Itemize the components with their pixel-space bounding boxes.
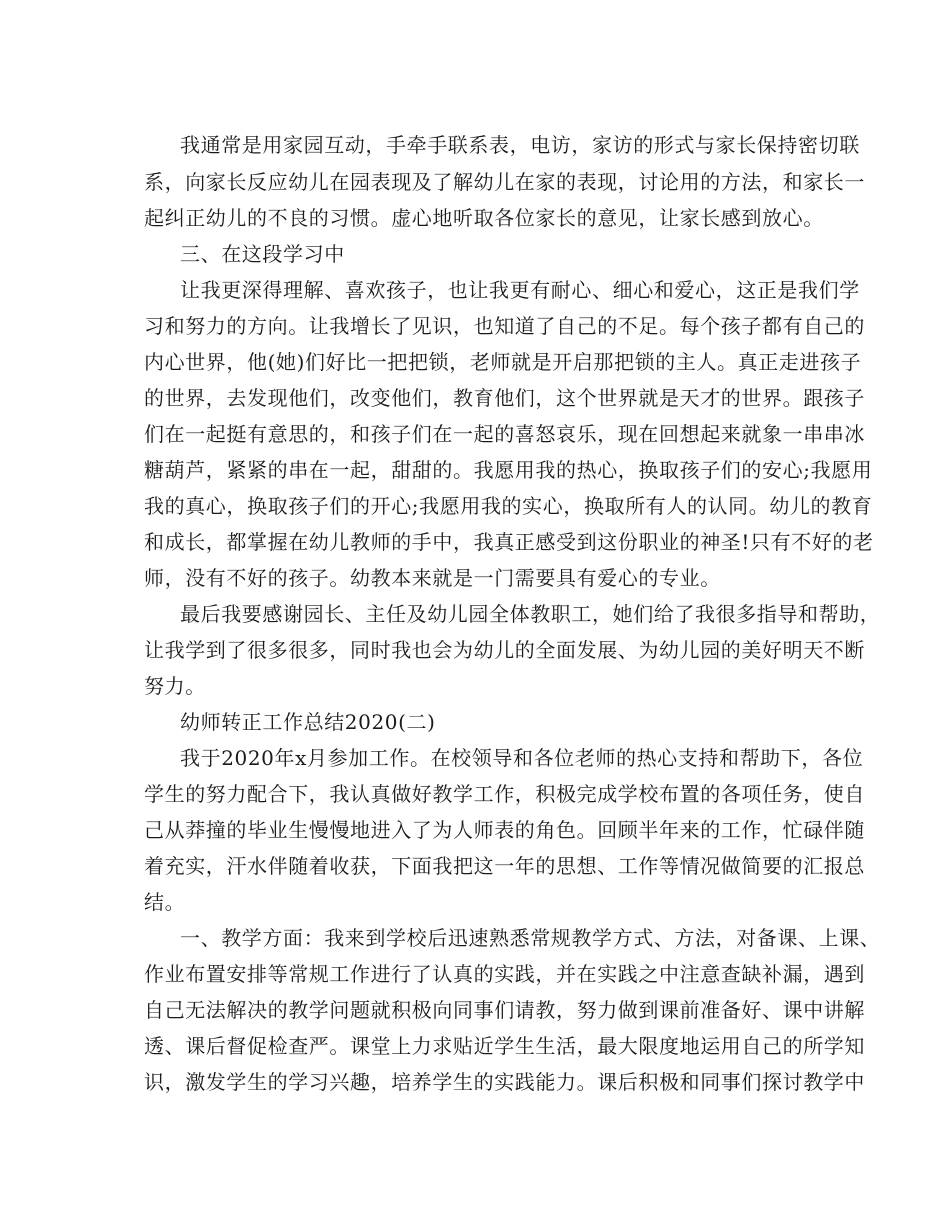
paragraph-line: 们在一起挺有意思的，和孩子们在一起的喜怒哀乐，现在回想起来就象一串串冰 [144, 422, 865, 446]
paragraph-line: 和成长，都掌握在幼儿教师的手中，我真正感受到这份职业的神圣!只有不好的老 [144, 530, 874, 554]
paragraph-line: 一、教学方面：我来到学校后迅速熟悉常规教学方式、方法，对备课、上课、 [180, 926, 881, 950]
paragraph-line: 识，激发学生的学习兴趣，培养学生的实践能力。课后积极和同事们探讨教学中 [144, 1070, 865, 1094]
paragraph-line: 让我学到了很多很多，同时我也会为幼儿的全面发展、为幼儿园的美好明天不断 [144, 638, 865, 662]
paragraph-line: 作业布置安排等常规工作进行了认真的实践，并在实践之中注意查缺补漏，遇到 [144, 962, 865, 986]
section-heading: 幼师转正工作总结2020(二) [180, 710, 436, 734]
paragraph-line: 结。 [144, 890, 186, 914]
paragraph-line: 透、课后督促检查严。课堂上力求贴近学生生活，最大限度地运用自己的所学知 [144, 1034, 865, 1058]
paragraph-line: 起纠正幼儿的不良的习惯。虚心地听取各位家长的意见，让家长感到放心。 [144, 206, 824, 230]
paragraph-line: 师，没有不好的孩子。幼教本来就是一门需要具有爱心的专业。 [144, 566, 721, 590]
paragraph-line: 习和努力的方向。让我增长了见识，也知道了自己的不足。每个孩子都有自己的 [144, 314, 865, 338]
paragraph-line: 学生的努力配合下，我认真做好教学工作，积极完成学校布置的各项任务，使自 [144, 782, 865, 806]
paragraph-line: 的世界，去发现他们，改变他们，教育他们，这个世界就是天才的世界。跟孩子 [144, 386, 865, 410]
paragraph-line: 让我更深得理解、喜欢孩子，也让我更有耐心、细心和爱心，这正是我们学 [180, 278, 860, 302]
paragraph-line: 着充实，汗水伴随着收获，下面我把这一年的思想、工作等情况做简要的汇报总 [144, 854, 865, 878]
paragraph-line: 我通常是用家园互动，手牵手联系表，电访，家访的形式与家长保持密切联 [180, 133, 860, 157]
paragraph-line: 自己无法解决的教学问题就积极向同事们请教，努力做到课前准备好、课中讲解 [144, 998, 865, 1022]
paragraph-line: 己从莽撞的毕业生慢慢地进入了为人师表的角色。回顾半年来的工作，忙碌伴随 [144, 818, 865, 842]
paragraph-line: 系，向家长反应幼儿在园表现及了解幼儿在家的表现，讨论用的方法，和家长一 [144, 170, 865, 194]
paragraph-line: 糖葫芦，紧紧的串在一起，甜甜的。我愿用我的热心，换取孩子们的安心;我愿用 [144, 458, 873, 482]
paragraph-line: 最后我要感谢园长、主任及幼儿园全体教职工，她们给了我很多指导和帮助， [180, 602, 881, 626]
section-heading: 三、在这段学习中 [180, 242, 345, 266]
paragraph-line: 内心世界，他(她)们好比一把把锁，老师就是开启那把锁的主人。真正走进孩子 [144, 350, 862, 374]
paragraph-line: 我于2020年x月参加工作。在校领导和各位老师的热心支持和帮助下，各位 [180, 746, 864, 770]
paragraph-line: 我的真心，换取孩子们的开心;我愿用我的实心，换取所有人的认同。幼儿的教育 [144, 494, 873, 518]
paragraph-line: 努力。 [144, 674, 206, 698]
